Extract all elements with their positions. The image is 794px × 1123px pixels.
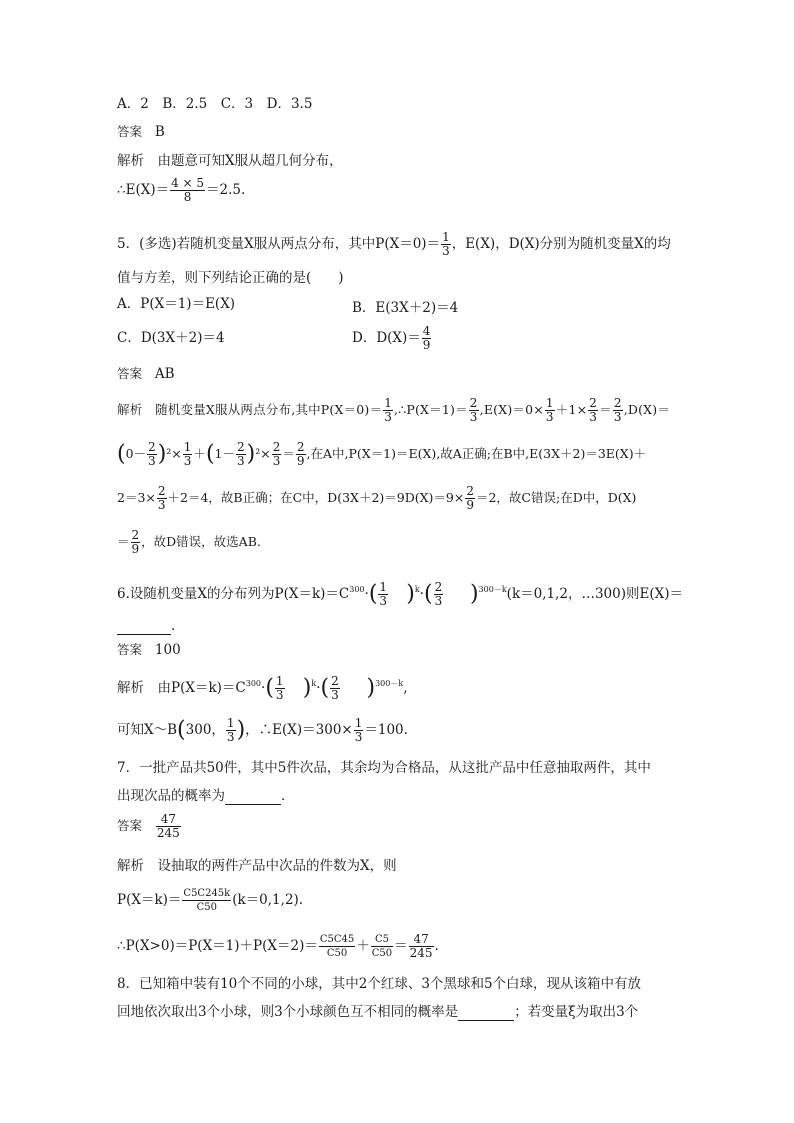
q4-options-text: A．2 B．2.5 C．3 D．3.5	[117, 96, 313, 112]
fraction-num: C5C45	[319, 934, 355, 945]
answer-blank	[225, 788, 281, 805]
fraction	[441, 231, 451, 258]
fraction-num: C5C245k	[183, 888, 231, 899]
fraction-den: 3	[272, 454, 281, 468]
fraction-num: 2	[613, 396, 622, 410]
paren-open: (	[368, 581, 378, 607]
answer-blank	[117, 618, 171, 635]
sol-text: .	[434, 938, 439, 954]
answer-label: 答案	[117, 818, 143, 833]
fraction-num: 1	[275, 674, 284, 688]
fraction-den: 3	[589, 410, 598, 424]
paren-close: )	[157, 441, 167, 467]
q6-stem-line1	[117, 572, 683, 608]
option-b-text: B．E(3X＋2)＝4	[352, 300, 459, 316]
fraction	[275, 675, 285, 702]
q4-solution-line2	[117, 172, 245, 208]
sol-text: P(X＝k)＝	[117, 892, 182, 908]
answer-blank	[458, 1004, 514, 1021]
answer-label: 答案	[117, 124, 143, 139]
fraction	[354, 717, 364, 744]
paren-open: (	[320, 675, 330, 701]
fraction-num: 1	[545, 396, 554, 410]
paren-close: )	[236, 717, 246, 743]
fraction-num: 2	[434, 580, 443, 594]
fraction	[465, 485, 475, 512]
fraction	[183, 441, 193, 468]
fraction-den: 3	[442, 244, 450, 258]
fraction-den: 3	[545, 410, 554, 424]
fraction	[469, 397, 479, 424]
fraction-num: 2	[148, 440, 156, 454]
answer-value: AB	[154, 366, 175, 382]
fraction	[319, 933, 355, 960]
paren-open: (	[423, 581, 433, 607]
fraction-den: 3	[434, 594, 443, 608]
paren-close: )	[366, 675, 376, 701]
sol-text: ＋1×	[555, 402, 588, 417]
q6-tail: .	[171, 618, 176, 634]
paren-open: (	[177, 717, 186, 743]
q5-stem-line2	[117, 270, 344, 286]
q5-text-b: ，E(X)，D(X)分别为随机变量X的均	[451, 236, 671, 252]
fraction	[613, 397, 623, 424]
fraction-num: 1	[379, 580, 388, 594]
fraction-den: 8	[183, 190, 192, 204]
sol-text: 解析 由P(X＝k)＝C	[117, 680, 246, 696]
fraction-num: C5	[371, 933, 393, 947]
sol-text: ＋2＝4，故B正确；在C中，D(3X＋2)＝9D(X)＝9×	[167, 490, 465, 505]
q8-stem-line2	[117, 1004, 638, 1021]
q5-option-c	[117, 330, 225, 346]
q7-stem-line1	[117, 760, 651, 776]
fraction-num: 47	[156, 813, 181, 827]
fraction	[378, 581, 388, 608]
sol-text: 300，	[185, 722, 225, 738]
q5-option-b	[352, 296, 458, 316]
sol-text: ＝100.	[364, 722, 408, 738]
option-c-text: C．D(3X＋2)＝4	[117, 330, 225, 346]
fraction	[147, 441, 157, 468]
fraction-num: 2	[272, 440, 281, 454]
fraction-den: 3	[148, 454, 156, 468]
q5-solution-line3	[117, 480, 636, 516]
sol-text: 解析 设抽取的两件产品中次品的件数为X，则	[117, 858, 397, 874]
option-a-text: A．P(X＝1)＝E(X)	[117, 296, 236, 312]
paren-close: )	[406, 581, 415, 607]
fraction	[588, 397, 598, 424]
sol-text: ,D(X)＝	[623, 402, 671, 417]
q4-answer	[117, 124, 165, 140]
superscript: k	[414, 585, 420, 594]
q8-text: 回地依次取出3个小球，则3个小球颜色互不相同的概率是	[117, 1004, 459, 1020]
fraction-den: 3	[183, 454, 192, 468]
fraction-num: 2	[236, 440, 245, 454]
fraction-den: C50	[371, 948, 393, 959]
q5-text-c: 值与方差，则下列结论正确的是( )	[117, 270, 344, 286]
sol-text: 1－	[214, 446, 235, 461]
fraction	[156, 813, 181, 840]
q7-solution-line1	[117, 858, 397, 874]
fraction	[226, 717, 236, 744]
fraction-den: 3	[331, 688, 339, 702]
fraction-num: 2	[469, 396, 478, 410]
fraction-num: 2	[466, 484, 474, 498]
sol-text: ·	[316, 680, 321, 696]
fraction-den: 9	[296, 454, 305, 468]
sol-text: 2＝3×	[117, 490, 156, 505]
sol-text: ,∴P(X＝1)＝	[394, 402, 468, 417]
fraction-den: 3	[379, 594, 388, 608]
q5-answer	[117, 366, 175, 382]
fraction-num: 1	[226, 716, 235, 730]
fraction-den: C50	[196, 902, 218, 913]
q5-solution-line2	[117, 436, 646, 472]
fraction	[330, 675, 340, 702]
fraction-den: 9	[466, 498, 474, 512]
fraction-num: 1	[384, 396, 393, 410]
fraction-den: 9	[422, 338, 431, 352]
sol-text: 0－	[125, 446, 147, 461]
fraction-den: 3	[354, 730, 363, 744]
expr-suffix: ＝2.5.	[206, 182, 246, 198]
sol-text: ·	[261, 680, 266, 696]
sol-text: ,在A中,P(X＝1)＝E(X),故A正确;在B中,E(3X＋2)＝3E(X)＋	[306, 446, 647, 461]
fraction-den: 3	[226, 730, 235, 744]
sol-text: (k＝0,1,2).	[232, 892, 304, 908]
q4-options	[117, 96, 312, 112]
superscript: k	[311, 679, 317, 688]
fraction	[422, 325, 432, 352]
solution-text: 解析 由题意可知X服从超几何分布，	[117, 153, 343, 169]
fraction	[296, 441, 306, 468]
sol-text: ＋	[193, 446, 206, 461]
answer-value: B	[154, 124, 165, 140]
paren-open: (	[117, 441, 126, 467]
paren-close: )	[469, 581, 479, 607]
q6-solution-line2	[117, 712, 408, 748]
fraction-den: 9	[131, 542, 140, 556]
answer-value: 100	[154, 642, 181, 658]
sol-text: 解析 随机变量X服从两点分布,其中P(X＝0)＝	[117, 402, 383, 417]
sol-text: ，故D错误，故选AB.	[141, 534, 261, 549]
q7-answer	[117, 806, 182, 846]
q7-text: ．	[281, 788, 295, 804]
paren-close: )	[302, 675, 312, 701]
sol-text: ²×	[255, 446, 271, 461]
q6-text: (k＝0,1,2，…300)则E(X)＝	[506, 586, 684, 602]
sol-text: ＝	[599, 402, 612, 417]
fraction-num: 4 × 5	[171, 176, 205, 190]
q6-answer	[117, 642, 181, 658]
fraction	[409, 933, 434, 960]
fraction	[182, 887, 231, 914]
answer-label: 答案	[117, 642, 143, 657]
sol-text: ＋	[356, 938, 370, 954]
sol-text: ＝2，故C错误;在D中，D(X)	[475, 490, 637, 505]
fraction	[236, 441, 246, 468]
fraction	[131, 529, 141, 556]
fraction-num: 2	[589, 396, 598, 410]
sol-text: ,	[403, 680, 408, 696]
fraction-num: 1	[354, 716, 363, 730]
fraction	[545, 397, 555, 424]
fraction-den: 3	[275, 688, 284, 702]
fraction-num: 2	[296, 440, 305, 454]
fraction-num: 2	[131, 528, 140, 542]
q7-stem-line2	[117, 788, 295, 805]
fraction	[170, 177, 205, 204]
q6-text: ·	[364, 586, 369, 602]
answer-label: 答案	[117, 366, 143, 381]
q6-text: ·	[419, 586, 424, 602]
q6-text: 6.设随机变量X的分布列为P(X＝k)＝C	[117, 586, 350, 602]
fraction-den: C50	[326, 948, 348, 959]
q6-solution-line1	[117, 666, 407, 702]
fraction	[371, 933, 393, 960]
superscript: 300	[245, 679, 262, 688]
fraction	[157, 485, 167, 512]
paren-open: (	[205, 441, 215, 467]
q5-text-a: 5．(多选)若随机变量X服从两点分布，其中P(X＝0)＝	[117, 236, 441, 252]
fraction-num: 1	[183, 440, 192, 454]
q8-stem-line1	[117, 976, 641, 992]
fraction-den: 3	[236, 454, 245, 468]
q5-option-a	[117, 296, 235, 312]
sol-text: ，∴E(X)＝300×	[245, 722, 353, 738]
q8-text: 8．已知箱中装有10个不同的小球，其中2个红球、3个黑球和5个白球，现从该箱中有放	[117, 976, 642, 992]
expr-prefix: ∴E(X)＝	[117, 182, 170, 198]
q7-solution-line3	[117, 926, 439, 966]
fraction-den: 3	[384, 410, 393, 424]
fraction-den: 245	[156, 826, 180, 840]
fraction-num: 1	[442, 230, 450, 244]
sol-text: ∴P(X>0)＝P(X＝1)＋P(X＝2)＝	[117, 938, 318, 954]
q7-text: 出现次品的概率为	[117, 788, 225, 804]
q5-solution-line4	[117, 524, 261, 560]
q5-option-d	[352, 320, 432, 356]
sol-text: ＝	[394, 938, 408, 954]
fraction	[272, 441, 282, 468]
fraction-num: 2	[331, 674, 339, 688]
paren-close: )	[246, 441, 256, 467]
fraction-den: 3	[157, 498, 166, 512]
fraction-num: 2	[157, 484, 166, 498]
paren-open: (	[265, 675, 274, 701]
q5-solution-line1	[117, 392, 670, 428]
fraction-num: 4	[422, 324, 431, 338]
sol-text: 可知X～B	[117, 722, 178, 738]
sol-text: ＝	[117, 534, 130, 549]
q5-stem-line1	[117, 226, 671, 262]
q6-blank-line	[117, 618, 175, 635]
q7-text: 7．一批产品共50件，其中5件次品，其余均为合格品，从这批产品中任意抽取两件，其中	[117, 760, 651, 776]
option-d-text: D．D(X)＝	[352, 330, 421, 346]
q8-text: ；若变量ξ为取出3个	[514, 1004, 639, 1020]
superscript: 300－k	[375, 679, 404, 688]
sol-text: ,E(X)＝0×	[479, 402, 544, 417]
fraction-num: 47	[409, 933, 434, 947]
q7-solution-line2	[117, 880, 303, 920]
fraction	[434, 581, 444, 608]
q4-solution-line1	[117, 153, 343, 169]
fraction	[383, 397, 393, 424]
fraction-den: 3	[613, 410, 622, 424]
superscript: 300	[349, 585, 365, 594]
sol-text: ＝	[282, 446, 295, 461]
sol-text: ²×	[166, 446, 182, 461]
fraction-den: 245	[409, 946, 433, 960]
fraction-den: 3	[469, 410, 478, 424]
superscript: 300－k	[478, 585, 507, 594]
